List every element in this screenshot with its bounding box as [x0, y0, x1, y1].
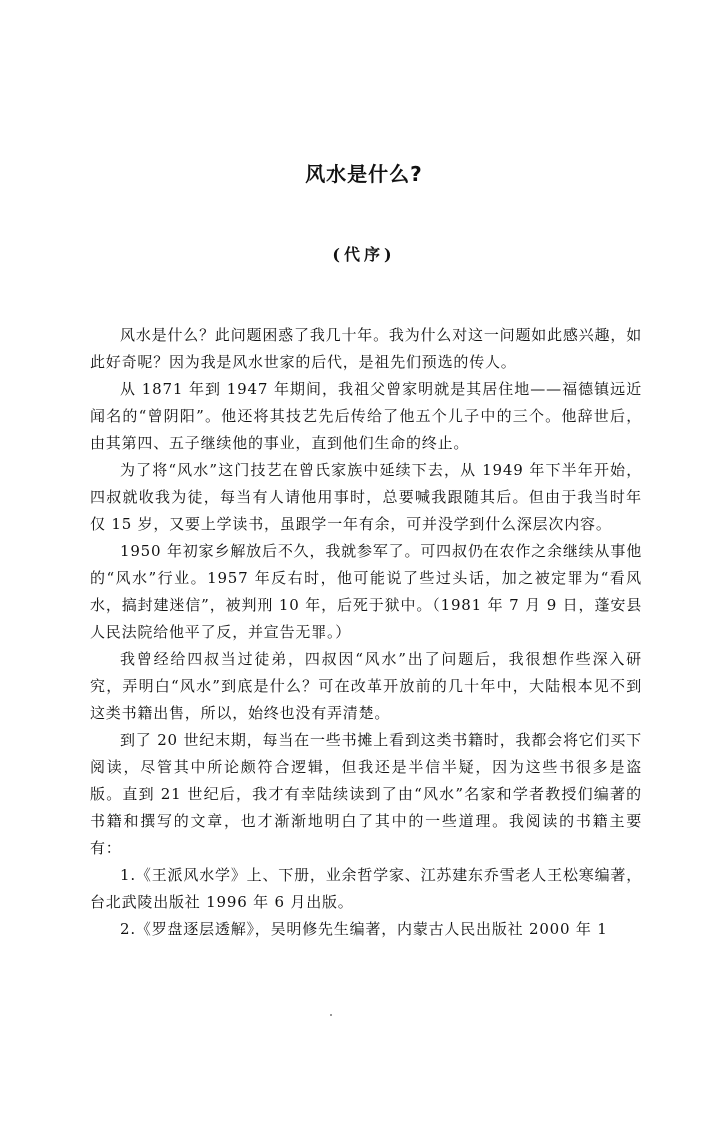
body-text — [90, 322, 642, 943]
page-subtitle: (代序) — [332, 245, 396, 264]
paragraph-6: 到了 20 世纪末期，每当在一些书摊上看到这类书籍时，我都会将它们买下阅读，尽管其中所论颇符合逻辑，但我还是半信半疑，因为这些书很多是盗版。直到 21 世纪后，我才有幸陆续读到了由“风水”名家和学者教授们编著的书籍和撰写的文章，也才渐渐地明白了其中的一些道理。我阅读的书籍主要有： — [90, 731, 642, 857]
scan-dot-mark — [330, 1014, 332, 1016]
paragraph-5: 我曾经给四叔当过徒弟，四叔因“风水”出了问题后，我很想作些深入研究，弄明白“风水”到底是什么？可在改革开放前的几十年中，大陆根本见不到这类书籍出售，所以，始终也没有弄清楚。 — [90, 650, 642, 722]
book-list-item-2: 2.《罗盘逐层透解》，吴明修先生编著，内蒙古人民出版社 2000 年 1 — [120, 920, 608, 938]
paragraph-4: 1950 年初家乡解放后不久，我就参军了。可四叔仍在农作之余继续从事他的“风水”行业。1957 年反右时，他可能说了些过头话，加之被定罪为“看风水，搞封建迷信”，被判刑 10 年，后死于狱中。（1981 年 7 月 9 日，蓬安县人民法院给他平了反，并宣告无罪。） — [90, 542, 642, 641]
page-title: 风水是什么? — [305, 162, 423, 186]
paragraph-2: 从 1871 年到 1947 年期间，我祖父曾家明就是其居住地——福德镇远近闻名的“曾阴阳”。他还将其技艺先后传给了他五个儿子中的三个。他辞世后，由其第四、五子继续他的事业，直到他们生命的终止。 — [90, 380, 642, 452]
book-list-item-1: 1.《王派风水学》上、下册，业余哲学家、江苏建东乔雪老人王松寒编著，台北武陵出版社 1996 年 6 月出版。 — [90, 866, 642, 911]
paragraph-1: 风水是什么？此问题困惑了我几十年。我为什么对这一问题如此感兴趣，如此好奇呢？因为我是风水世家的后代，是祖先们预选的传人。 — [90, 326, 642, 371]
paragraph-3: 为了将“风水”这门技艺在曾氏家族中延续下去，从 1949 年下半年开始，四叔就收我为徒，每当有人请他用事时，总要喊我跟随其后。但由于我当时年仅 15 岁，又要上学读书，虽跟学一年有余，可并没学到什么深层次内容。 — [90, 461, 642, 533]
